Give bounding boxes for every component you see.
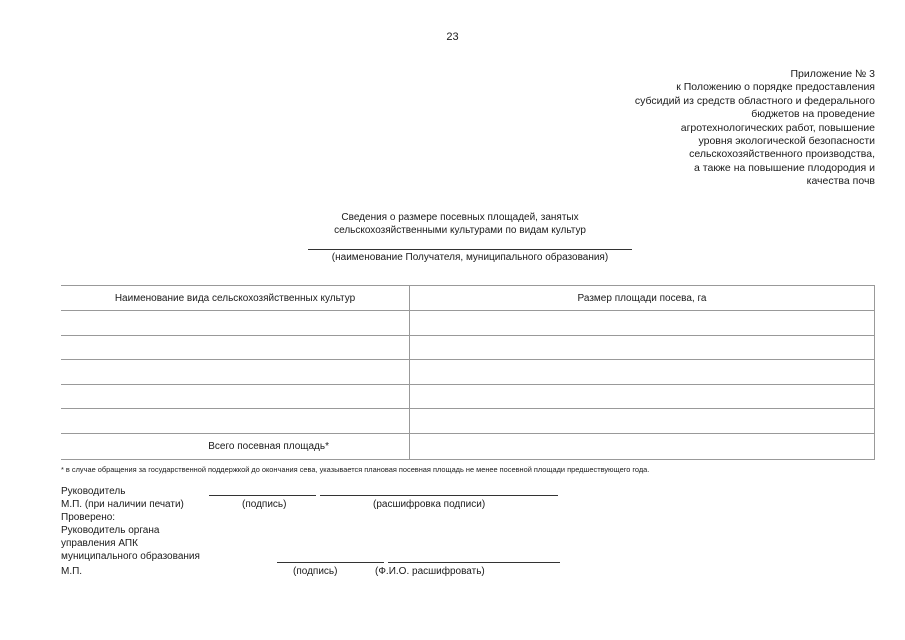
header-crop-type: Наименование вида сельскохозяйственных культур [61, 286, 410, 311]
appendix-line: к Положению о порядке предоставления [676, 81, 875, 94]
appendix-line: качества почв [806, 175, 875, 188]
crop-type-cell[interactable] [61, 335, 410, 360]
sown-area-cell[interactable] [410, 384, 875, 409]
appendix-line: агротехнологических работ, повышение [680, 121, 875, 134]
agency-line-2: управления АПК [61, 538, 138, 549]
appendix-line: бюджетов на проведение [751, 108, 875, 121]
header-sown-area: Размер площади посева, га [410, 286, 875, 311]
table-row [61, 360, 875, 385]
appendix-line: сельскохозяйственного производства, [689, 148, 875, 161]
crop-area-table [61, 285, 875, 460]
stamp-short: М.П. [61, 566, 83, 577]
fio-caption: (Ф.И.О. расшифровать) [375, 566, 485, 577]
recipient-name-field[interactable] [308, 249, 632, 250]
agency-line-3: муниципального образования [61, 551, 200, 562]
title-line-1: Сведения о размере посевных площадей, занятых [341, 212, 579, 223]
stamp-note: М.П. (при наличии печати) [61, 499, 184, 510]
table-header-row [61, 286, 875, 311]
title-line-2: сельскохозяйственными культурами по видам культур [334, 224, 586, 236]
sown-area-cell[interactable] [410, 335, 875, 360]
head-signature-line[interactable] [209, 495, 316, 496]
appendix-line: Приложение № 3 [790, 68, 875, 80]
agency-signature-line[interactable] [277, 562, 384, 563]
appendix-line: субсидий из средств областного и федерального [634, 94, 875, 107]
table-row [61, 335, 875, 360]
recipient-caption: (наименование Получателя, муниципального образования) [331, 252, 609, 263]
table-row [61, 311, 875, 336]
sown-area-cell[interactable] [410, 360, 875, 385]
sown-area-cell[interactable] [410, 311, 875, 336]
total-label: Всего посевная площадь* [61, 433, 410, 459]
crop-type-cell[interactable] [61, 384, 410, 409]
appendix-line: а также на повышение плодородия и [694, 161, 875, 174]
appendix-line: уровня экологической безопасности [698, 135, 875, 148]
decoding-caption: (расшифровка подписи) [373, 499, 486, 510]
head-decoding-line[interactable] [320, 495, 558, 496]
total-row [61, 433, 875, 459]
crop-type-cell[interactable] [61, 360, 410, 385]
sown-area-cell[interactable] [410, 409, 875, 434]
table-row [61, 384, 875, 409]
appendix-header [635, 68, 875, 189]
crop-type-cell[interactable] [61, 311, 410, 336]
document-title [270, 212, 650, 237]
footnote: * в случае обращения за государственной поддержкой до окончания сева, указывается плановая посевная площадь не менее посевной площади предшествующего года. [61, 465, 650, 474]
page-number: 23 [446, 31, 459, 43]
verified-label: Проверено: [61, 512, 116, 523]
agency-fio-line[interactable] [388, 562, 560, 563]
crop-type-cell[interactable] [61, 409, 410, 434]
signature-caption: (подпись) [242, 499, 287, 510]
signature-caption-2: (подпись) [293, 566, 338, 577]
total-area-cell[interactable] [410, 433, 875, 459]
head-label: Руководитель [61, 486, 126, 497]
table-row [61, 409, 875, 434]
agency-line-1: Руководитель органа [61, 525, 160, 536]
